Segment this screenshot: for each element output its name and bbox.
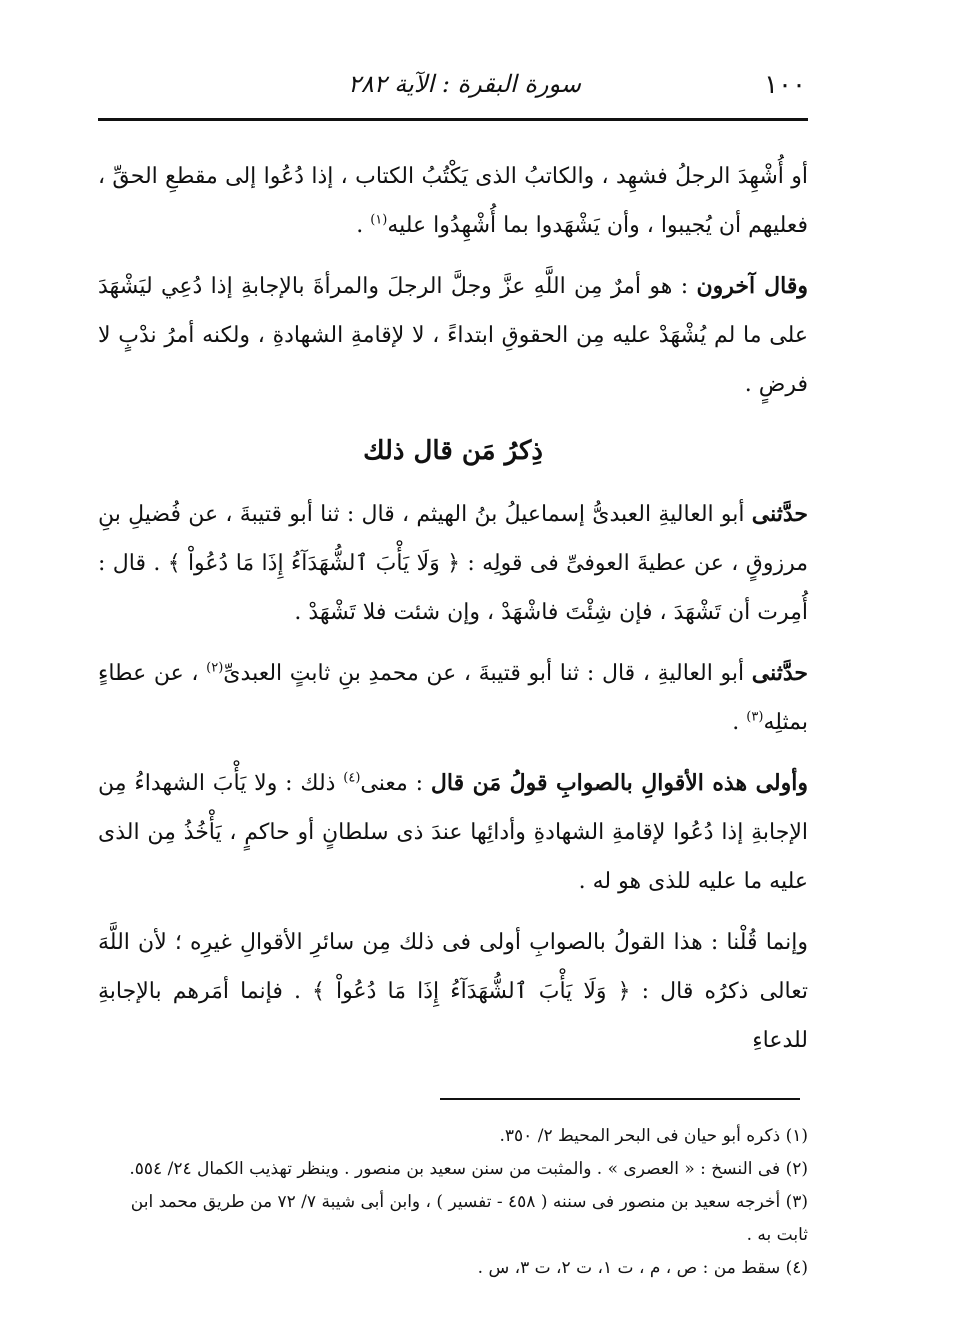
p5-text: : معنى (360, 771, 431, 796)
paragraph-1 (98, 152, 808, 250)
main-text (98, 152, 808, 1077)
footnote-ref-1: (١) (370, 212, 388, 228)
footnote-rule (440, 1098, 800, 1100)
p3-text: أبو العاليةِ العبدىُّ إسماعيلُ بنُ الهيثم ، قال : ثنا أبو قتيبةَ ، عن فُضيلِ بنِ مرزوقٍ ، عن عطيةَ العوفىِّ فى قولِه : ﴿ وَلَا يَأْبَ ٱلشُّهَدَآءُ إِذَا مَا دُعُواْ ﴾ . قال : أُمِرت أن تَشْهَدَ ، فإن شِئْتَ فاشْهَدْ ، وإن شئت فلا تَشْهَدْ . (98, 502, 808, 625)
p4-text: أبو العاليةِ ، قال : ثنا أبو قتيبةَ ، عن محمدِ بنِ ثابتٍ العبدىِّ (223, 661, 752, 686)
p2-text: : هو أمرٌ مِن اللَّهِ عزَّ وجلَّ الرجلَ والمرأةَ بالإجابةِ إذا دُعِي ليَشْهَدَ على ما لم يُشْهَدْ عليه مِن الحقوقِ ابتداءً ، لا لإقامةِ الشهادةِ ، ولكنه أمرُ ندْبٍ لا فرضٍ . (98, 274, 808, 397)
paragraph-3 (98, 490, 808, 637)
section-heading: ذِكرُ مَن قال ذلك (363, 436, 543, 466)
footnote-4: (٤) سقط من : ص ، م ، ت ١، ت ٢، ت ٣، س . (477, 1258, 808, 1278)
footnote-3: (٣) أخرجه سعيد بن منصور فى سننه ( ٤٥٨ - تفسير ) ، وابن أبى شيبة ٧/ ٧٢ من طريق محمد ابن ثابت به . (130, 1192, 808, 1245)
p1-end: . (356, 213, 371, 238)
p4-end: . (732, 710, 747, 735)
footnote-ref-3: (٣) (746, 709, 764, 725)
footnote-1: (١) ذكره أبو حيان فى البحر المحيط ٢/ ٣٥٠. (499, 1126, 808, 1146)
paragraph-6 (98, 918, 808, 1065)
p4-lead: حدَّثنى (751, 660, 808, 686)
p3-lead: حدَّثنى (751, 501, 808, 527)
paragraph-2 (98, 262, 808, 409)
footnote-ref-2: (٢) (206, 660, 224, 676)
page-number: ١٠٠ (764, 70, 806, 100)
page-header (98, 70, 806, 110)
running-title: سورة البقرة : الآية ٢٨٢ (348, 70, 582, 98)
header-rule (98, 118, 808, 121)
p1-line1: أو أُشْهِدَ الرجلُ فشهِد ، والكاتبُ الذى يَكْتُبُ الكتاب ، إذا دُعُوا إلى مقطعِ الحقِّ ، (98, 164, 808, 189)
p5-text2: ذلك : ولا يَأْبَ الشهداءُ مِن الإجابةِ إذا دُعُوا لإقامةِ الشهادةِ وأدائِها عندَ ذى سلطانٍ أو حاكمٍ ، يَأْخُذُ مِن الذى عليه ما عليه للذى هو له . (98, 771, 808, 894)
footnote-2: (٢) فى النسخ : « العصرى » . والمثبت من سنن سعيد بن منصور . وينظر تهذيب الكمال ٢٤/ ٥٥٤. (129, 1159, 808, 1179)
footnotes (98, 1120, 808, 1285)
paragraph-5 (98, 759, 808, 906)
p2-lead: وقال آخرون (696, 273, 808, 299)
paragraph-4 (98, 649, 808, 747)
p6-text: وإنما قُلْنا : هذا القولُ بالصوابِ أولى فى ذلك مِن سائرِ الأقوالِ غيرِه ؛ لأن اللَّهَ تعالى ذكرُه قال : ﴿ وَلَا يَأْبَ ٱلشُّهَدَآءُ إِذَا مَا دُعُواْ ﴾ . فإنما أمَرهم بالإجابةِ للدعاءِ (98, 930, 808, 1053)
p1-line2: فعليهم أن يُجيبوا ، وأن يَشْهَدوا بما أُشْهِدُوا عليه (387, 213, 808, 238)
p5-lead: وأولى هذه الأقوالِ بالصوابِ قولُ مَن قال (430, 770, 808, 796)
footnote-ref-4: (٤) (343, 770, 361, 786)
p4-text2: ، عن عطاءٍ بمثلِه (98, 661, 808, 735)
